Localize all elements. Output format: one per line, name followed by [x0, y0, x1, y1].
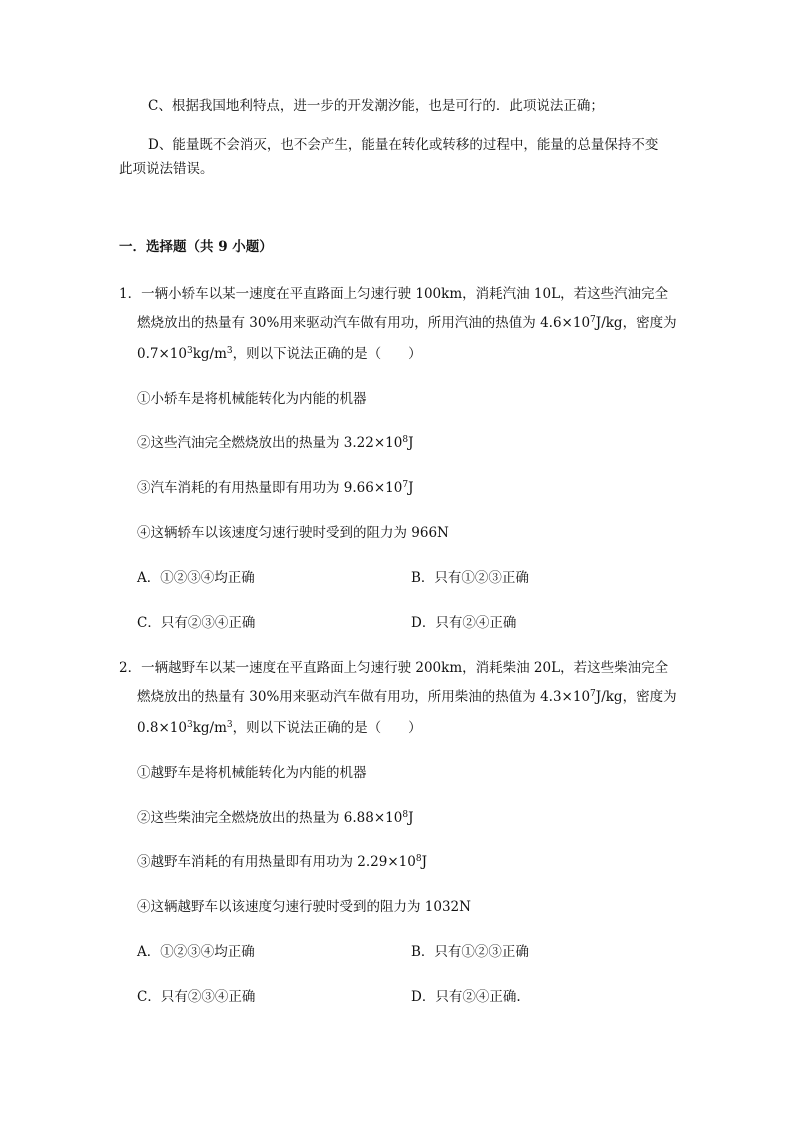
- q2-statement-4: ④这辆越野车以该速度匀速行驶时受到的阻力为 1032N: [137, 899, 471, 915]
- q2-statement-1: ①越野车是将机械能转化为内能的机器: [137, 765, 367, 781]
- q2-option-b[interactable]: B．只有①②③正确: [411, 944, 529, 960]
- section-title: 一．选择题（共 9 小题）: [119, 239, 273, 255]
- q1-option-b[interactable]: B．只有①②③正确: [411, 570, 529, 586]
- q2-stem-line1: 2．一辆越野车以某一速度在平直路面上匀速行驶 200km，消耗柴油 20L，若这些柴油完全: [119, 660, 669, 676]
- q2-option-d[interactable]: D．只有②④正确.: [411, 989, 521, 1005]
- q1-option-a[interactable]: A．①②③④均正确: [137, 570, 255, 586]
- q2-stem-line3: $0.8\times 10^3kg/m^3$，则以下说法正确的是（ ）: [137, 720, 422, 736]
- q1-statement-3: ③汽车消耗的有用热量即有用功为 $9.66\times 10^7J$: [137, 480, 414, 496]
- q2-statement-3: ③越野车消耗的有用热量即有用功为 $2.29\times 10^8J$: [137, 854, 427, 870]
- q1-stem-line1: 1．一辆小轿车以某一速度在平直路面上匀速行驶 100km，消耗汽油 10L，若这些汽油完全: [119, 286, 669, 302]
- q1-statement-4: ④这辆轿车以该速度匀速行驶时受到的阻力为 966N: [137, 525, 449, 541]
- q2-statement-2: ②这些柴油完全燃烧放出的热量为 $6.88\times 10^8J$: [137, 810, 414, 826]
- q1-stem-line2: 燃烧放出的热量有 30%用来驱动汽车做有用功，所用汽油的热值为 $4.6\times 10^7J/kg$，密度为: [137, 315, 677, 331]
- q2-option-c[interactable]: C．只有②③④正确: [137, 989, 256, 1005]
- answer-d-explanation-line2: 此项说法错误。: [119, 161, 214, 177]
- q1-statement-2: ②这些汽油完全燃烧放出的热量为 $3.22\times 10^8J$: [137, 435, 414, 451]
- q1-statement-1: ①小轿车是将机械能转化为内能的机器: [137, 391, 367, 407]
- q1-option-d[interactable]: D．只有②④正确: [411, 615, 517, 631]
- q1-option-c[interactable]: C．只有②③④正确: [137, 615, 256, 631]
- q1-stem-line3: $0.7\times 10^3kg/m^3$，则以下说法正确的是（ ）: [137, 346, 422, 362]
- q2-option-a[interactable]: A．①②③④均正确: [137, 944, 255, 960]
- answer-d-explanation-line1: D、能量既不会消灭，也不会产生，能量在转化或转移的过程中，能量的总量保持不变: [148, 137, 659, 153]
- q2-stem-line2: 燃烧放出的热量有 30%用来驱动汽车做有用功，所用柴油的热值为 $4.3\times 10^7J/kg$，密度为: [137, 689, 677, 705]
- answer-c-explanation: C、根据我国地利特点，进一步的开发潮汐能，也是可行的．此项说法正确；: [148, 98, 604, 114]
